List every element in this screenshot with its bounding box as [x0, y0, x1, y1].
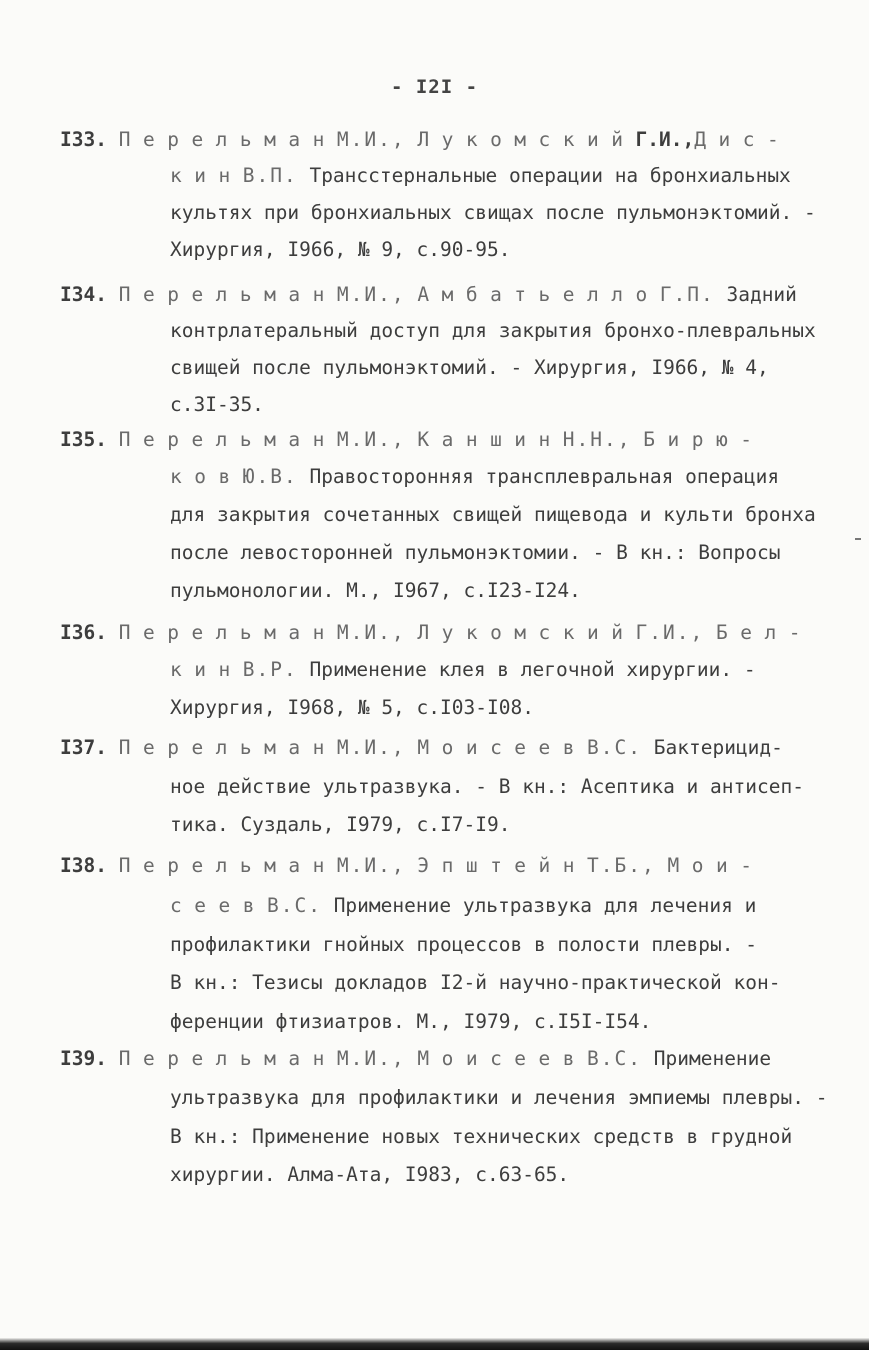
author-name: Дис- — [694, 128, 792, 151]
author-name: Моисеев — [417, 736, 588, 759]
reference-title: Применение ультразвука для лечения и — [333, 894, 757, 917]
author-initials: М.И., — [336, 854, 406, 877]
author-name: Перельман — [118, 128, 337, 151]
author-name: Перельман — [118, 428, 337, 451]
entry-number: I38. — [60, 854, 107, 877]
author-name: сеев — [170, 894, 267, 917]
entry-line: профилактики гнойных процессов в полости плевры. - — [170, 933, 757, 956]
entry-line — [60, 127, 791, 153]
author-initials: Н.Н., — [562, 428, 632, 451]
entry-line: Хирургия, I968, № 5, с.I03-I08. — [170, 696, 534, 719]
author-initials: М.И., — [336, 283, 406, 306]
entry-line: после левосторонней пульмонэктомии. - В кн.: Вопросы — [170, 541, 781, 564]
entry-line — [170, 464, 779, 490]
author-name: кин — [170, 658, 243, 681]
author-initials: В.Р. — [242, 658, 298, 681]
author-name: Мои- — [667, 854, 765, 877]
entry-line: свищей после пульмонэктомий. - Хирургия, I966, № 4, — [170, 356, 769, 379]
reference-title: Правосторонняя трансплевральная операция — [309, 465, 780, 488]
author-name: Перельман — [118, 283, 337, 306]
entry-line: В кн.: Применение новых технических средств в грудной — [170, 1125, 793, 1148]
author-name: Амбатьелло — [417, 283, 660, 306]
author-name: Эпштейн — [417, 854, 588, 877]
entry-line — [60, 427, 764, 453]
entry-line: пульмонологии. М., I967, с.I23-I24. — [170, 579, 581, 602]
entry-line — [170, 163, 791, 189]
reference-title: Применение — [653, 1047, 772, 1070]
entry-number: I36. — [60, 621, 107, 644]
author-initials: Г.И., — [635, 128, 695, 151]
author-initials: В.П. — [242, 164, 298, 187]
entry-line: Хирургия, I966, № 9, с.90-95. — [170, 238, 511, 261]
author-name: ков — [170, 465, 243, 488]
entry-line: ультразвука для профилактики и лечения эмпиемы плевры. - — [170, 1086, 828, 1109]
author-name: Перельман — [118, 621, 337, 644]
author-name: Моисеев — [417, 1047, 588, 1070]
author-initials: В.С. — [266, 894, 322, 917]
entry-line — [170, 657, 756, 683]
entry-line — [60, 853, 764, 879]
author-initials: М.И., — [336, 621, 406, 644]
author-initials: Т.Б., — [587, 854, 656, 877]
entry-number: I35. — [60, 428, 107, 451]
author-initials: Ю.В. — [242, 465, 298, 488]
author-initials: М.И., — [336, 128, 406, 151]
entry-line: ное действие ультразвука. - В кн.: Асептика и антисеп- — [170, 775, 804, 798]
entry-number: I33. — [60, 128, 107, 151]
entry-number: I34. — [60, 283, 107, 306]
entry-line — [60, 1046, 771, 1072]
author-name: кин — [170, 164, 243, 187]
author-initials: Г.И., — [635, 621, 705, 644]
entry-line: тика. Суздаль, I979, с.I7-I9. — [170, 813, 511, 836]
entry-line — [60, 620, 813, 646]
entry-line: хирургии. Алма-Ата, I983, с.63-65. — [170, 1163, 570, 1186]
reference-title: Трансстернальные операции на бронхиальных — [309, 164, 791, 187]
entry-line — [60, 282, 797, 308]
author-name: Лукомский — [417, 128, 636, 151]
page-number: - I2I - — [390, 76, 479, 98]
entry-line: для закрытия сочетанных свищей пищевода и культи бронха — [170, 503, 816, 526]
author-name: Бел- — [715, 621, 813, 644]
entry-line: культях при бронхиальных свищах после пульмонэктомий. - — [170, 201, 816, 224]
scan-artifact-mark — [855, 538, 861, 540]
entry-line: ференции фтизиатров. М., I979, с.I5I-I54. — [170, 1010, 652, 1033]
author-initials: В.С. — [587, 736, 642, 759]
entry-line: с.3I-35. — [170, 393, 264, 416]
author-name: Перельман — [118, 1047, 337, 1070]
entry-number: I37. — [60, 736, 107, 759]
entry-line: В кн.: Тезисы докладов I2-й научно-практической кон- — [170, 971, 781, 994]
author-name: Перельман — [118, 854, 337, 877]
author-name: Перельман — [118, 736, 337, 759]
author-initials: М.И., — [336, 428, 406, 451]
entry-line — [170, 893, 756, 919]
scan-bottom-edge — [0, 1338, 869, 1350]
author-initials: Г.П. — [659, 283, 715, 306]
entry-line: контрлатеральный доступ для закрытия бронхо-плевральных — [170, 319, 816, 342]
reference-title: Задний — [726, 283, 797, 306]
entry-line — [60, 735, 783, 761]
author-initials: В.С. — [587, 1047, 642, 1070]
author-name: Каншин — [417, 428, 563, 451]
author-initials: М.И., — [336, 1047, 406, 1070]
reference-title: Бактерицид- — [653, 736, 783, 759]
author-name: Лукомский — [417, 621, 636, 644]
author-initials: М.И., — [336, 736, 406, 759]
entry-number: I39. — [60, 1047, 107, 1070]
author-name: Бирю- — [643, 428, 765, 451]
reference-title: Применение клея в легочной хирургии. - — [309, 658, 756, 681]
